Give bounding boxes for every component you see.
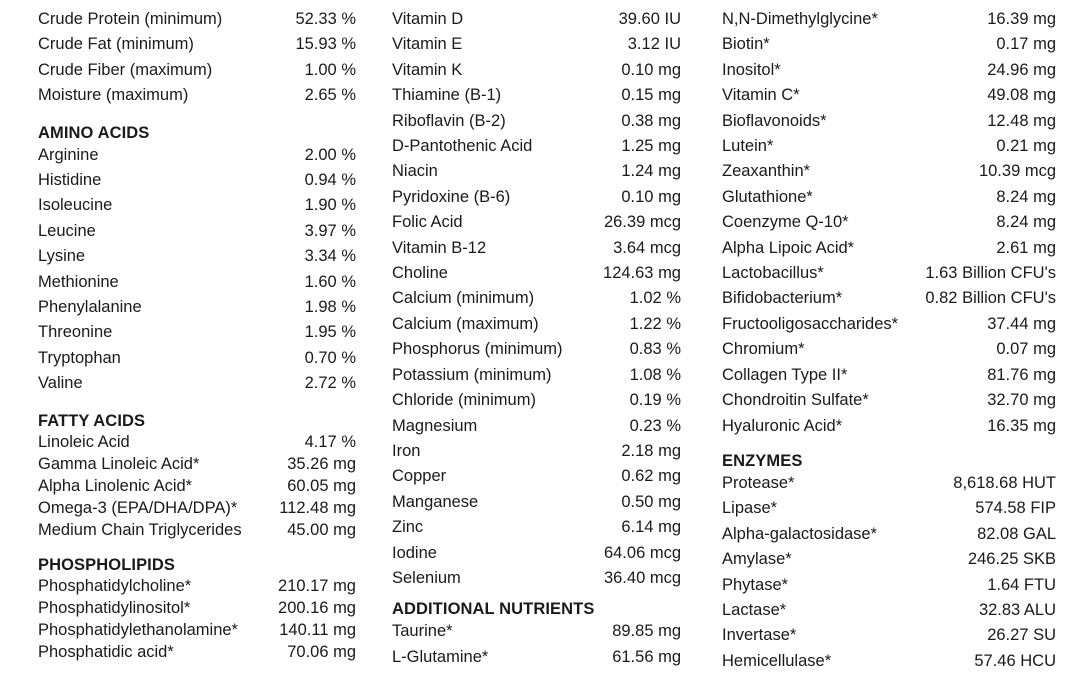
nutrient-row xyxy=(392,490,681,515)
nutrient-value: 15.93 % xyxy=(295,35,356,54)
nutrient-row xyxy=(722,623,1056,648)
nutrient-value: 6.14 mg xyxy=(621,518,681,537)
nutrient-value: 10.39 mcg xyxy=(978,162,1056,181)
nutrient-value: 140.11 mg xyxy=(279,620,356,639)
nutrient-value: 0.15 mg xyxy=(621,86,681,105)
nutrient-name: Iron xyxy=(392,441,421,460)
nutrient-name: Phenylalanine xyxy=(38,298,142,317)
supplements-list xyxy=(722,7,1056,439)
nutrient-row xyxy=(38,32,356,57)
nutrient-value: 61.56 mg xyxy=(612,647,681,666)
nutrient-value: 26.27 SU xyxy=(987,626,1056,645)
nutrient-value: 246.25 SKB xyxy=(967,550,1056,569)
nutrient-value: 0.94 % xyxy=(304,171,356,190)
nutrient-name: Zinc xyxy=(392,518,424,537)
nutrient-value: 32.83 ALU xyxy=(978,600,1056,619)
nutrient-name: Bioflavonoids* xyxy=(722,111,827,130)
nutrient-row xyxy=(392,83,681,108)
nutrient-row xyxy=(392,159,681,184)
nutrient-row xyxy=(392,439,681,464)
nutrient-value: 70.06 mg xyxy=(287,642,356,661)
nutrient-row xyxy=(722,649,1056,674)
nutrient-value: 4.17 % xyxy=(304,432,356,451)
nutrient-value: 1.64 FTU xyxy=(987,575,1056,594)
nutrient-name: N,N-Dimethylglycine* xyxy=(722,10,878,28)
phospholipids-heading: PHOSPHOLIPIDS xyxy=(38,555,175,574)
nutrient-value: 1.98 % xyxy=(304,298,356,317)
nutrient-name: Phosphatidylethanolamine* xyxy=(38,620,238,639)
nutrient-row xyxy=(722,261,1056,286)
nutrient-value: 2.72 % xyxy=(304,374,356,393)
nutrient-value: 2.61 mg xyxy=(996,238,1056,257)
nutrient-row xyxy=(392,286,681,311)
nutrient-value: 3.64 mcg xyxy=(613,238,681,257)
nutrient-row xyxy=(392,566,681,591)
nutrient-name: Leucine xyxy=(38,221,96,240)
nutrient-row xyxy=(392,619,681,644)
nutrient-name: D-Pantothenic Acid xyxy=(392,137,533,156)
nutrient-name: Phosphatidylcholine* xyxy=(38,576,192,595)
enzymes-list xyxy=(722,471,1056,674)
nutrient-value: 0.19 % xyxy=(629,391,681,410)
nutrient-name: Vitamin C* xyxy=(722,86,800,105)
nutrient-value: 16.35 mg xyxy=(987,416,1056,435)
nutrient-row xyxy=(38,597,356,619)
nutrient-name: Biotin* xyxy=(722,35,770,54)
nutrient-value: 1.08 % xyxy=(629,365,681,384)
nutrient-row xyxy=(392,515,681,540)
nutrient-value: 2.18 mg xyxy=(621,441,681,460)
nutrient-name: Chromium* xyxy=(722,340,805,359)
nutrient-value: 0.10 mg xyxy=(621,60,681,79)
nutrient-name: Selenium xyxy=(392,568,461,587)
nutrient-row xyxy=(722,109,1056,134)
nutrient-value: 39.60 IU xyxy=(618,10,681,28)
nutrient-value: 124.63 mg xyxy=(603,264,681,283)
nutrient-name: Chondroitin Sulfate* xyxy=(722,391,869,410)
nutrient-value: 81.76 mg xyxy=(987,365,1056,384)
nutrient-name: Tryptophan xyxy=(38,348,121,367)
column-1 xyxy=(38,7,356,663)
nutrient-row xyxy=(392,645,681,670)
nutrient-row xyxy=(722,134,1056,159)
nutrient-value: 37.44 mg xyxy=(987,314,1056,333)
nutrient-name: Gamma Linoleic Acid* xyxy=(38,454,200,473)
nutrient-row xyxy=(722,471,1056,496)
additional-nutrients-list xyxy=(392,619,681,670)
nutrient-value: 3.34 % xyxy=(304,247,356,266)
nutrient-value: 1.25 mg xyxy=(621,137,681,156)
nutrient-name: Calcium (maximum) xyxy=(392,314,539,333)
nutrient-value: 1.24 mg xyxy=(621,162,681,181)
nutrient-row xyxy=(38,475,356,497)
nutrient-row xyxy=(38,58,356,83)
nutrient-row xyxy=(38,143,356,168)
column-2 xyxy=(392,7,681,670)
nutrient-row xyxy=(392,414,681,439)
nutrient-name: Alpha Lipoic Acid* xyxy=(722,238,855,257)
nutrient-row xyxy=(722,7,1056,32)
nutrient-row xyxy=(392,312,681,337)
nutrient-value: 0.17 mg xyxy=(996,35,1056,54)
nutrient-name: Copper xyxy=(392,467,447,486)
guaranteed-analysis-list xyxy=(38,7,356,109)
nutrient-name: Isoleucine xyxy=(38,196,113,215)
nutrient-row xyxy=(392,363,681,388)
enzymes-heading: ENZYMES xyxy=(722,451,803,470)
amino-acids-list xyxy=(38,143,356,397)
fatty-acids-list xyxy=(38,431,356,541)
nutrient-name: Histidine xyxy=(38,171,102,190)
nutrient-value: 36.40 mcg xyxy=(603,568,681,587)
nutrient-name: Lysine xyxy=(38,247,86,266)
nutrient-row xyxy=(392,464,681,489)
nutrient-name: Phytase* xyxy=(722,575,789,594)
vitamins-minerals-list xyxy=(392,7,681,591)
nutrient-name: Arginine xyxy=(38,145,99,164)
nutrient-value: 1.95 % xyxy=(304,323,356,342)
nutrient-value: 24.96 mg xyxy=(987,60,1056,79)
nutrient-row xyxy=(38,346,356,371)
nutrient-name: Calcium (minimum) xyxy=(392,289,535,308)
nutrient-value: 0.82 Billion CFU's xyxy=(925,289,1056,308)
nutrient-name: Lipase* xyxy=(722,499,778,518)
nutrient-row xyxy=(38,641,356,663)
nutrient-value: 0.83 % xyxy=(629,340,681,359)
nutrient-name: Riboflavin (B-2) xyxy=(392,111,506,130)
nutrient-name: Omega-3 (EPA/DHA/DPA)* xyxy=(38,498,238,517)
nutrient-row xyxy=(722,414,1056,439)
nutrient-name: Crude Fiber (maximum) xyxy=(38,60,213,79)
nutrient-name: Protease* xyxy=(722,473,795,492)
nutrient-value: 60.05 mg xyxy=(287,476,356,495)
nutrient-row xyxy=(38,193,356,218)
nutrient-row xyxy=(392,236,681,261)
nutrient-name: Alpha Linolenic Acid* xyxy=(38,476,193,495)
column-3 xyxy=(722,7,1056,674)
nutrient-name: Crude Fat (minimum) xyxy=(38,35,194,54)
nutrient-row xyxy=(722,547,1056,572)
nutrient-name: Chloride (minimum) xyxy=(392,391,536,410)
nutrient-row xyxy=(38,619,356,641)
nutrient-row xyxy=(392,210,681,235)
nutrient-value: 1.22 % xyxy=(629,314,681,333)
nutrient-row xyxy=(392,32,681,57)
nutrient-name: Vitamin K xyxy=(392,60,463,79)
nutrient-row xyxy=(392,261,681,286)
nutrient-name: Amylase* xyxy=(722,550,792,569)
nutrient-row xyxy=(392,185,681,210)
nutrient-value: 26.39 mcg xyxy=(603,213,681,232)
nutrient-value: 200.16 mg xyxy=(278,598,356,617)
nutrient-row xyxy=(38,83,356,108)
nutrient-name: Niacin xyxy=(392,162,438,181)
nutrient-row xyxy=(392,7,681,32)
nutrient-value: 3.97 % xyxy=(304,221,356,240)
nutrient-value: 0.50 mg xyxy=(621,492,681,511)
nutrient-row xyxy=(38,7,356,32)
nutrient-value: 8,618.68 HUT xyxy=(953,473,1056,492)
nutrient-row xyxy=(38,453,356,475)
nutrient-name: Lutein* xyxy=(722,137,774,156)
nutrient-name: Inositol* xyxy=(722,60,781,79)
nutrient-name: Valine xyxy=(38,374,83,393)
nutrient-value: 0.07 mg xyxy=(996,340,1056,359)
nutrient-name: Thiamine (B-1) xyxy=(392,86,502,105)
nutrient-value: 82.08 GAL xyxy=(977,524,1056,543)
nutrient-name: Lactase* xyxy=(722,600,787,619)
nutrient-value: 8.24 mg xyxy=(996,213,1056,232)
nutrient-name: Methionine xyxy=(38,272,119,291)
nutrient-row xyxy=(38,497,356,519)
nutrient-name: Phosphatidylinositol* xyxy=(38,598,191,617)
nutrient-row xyxy=(38,219,356,244)
nutrient-name: Folic Acid xyxy=(392,213,463,232)
nutrient-row xyxy=(722,388,1056,413)
nutrient-row xyxy=(38,320,356,345)
nutrient-row xyxy=(38,295,356,320)
additional-nutrients-heading: ADDITIONAL NUTRIENTS xyxy=(392,600,595,619)
nutrient-name: Invertase* xyxy=(722,626,797,645)
nutrient-value: 0.10 mg xyxy=(621,187,681,206)
nutrient-name: Phosphorus (minimum) xyxy=(392,340,563,359)
nutrient-name: Choline xyxy=(392,264,448,283)
nutrient-row xyxy=(722,58,1056,83)
nutrient-row xyxy=(722,185,1056,210)
nutrient-name: Bifidobacterium* xyxy=(722,289,843,308)
nutrient-row xyxy=(722,337,1056,362)
nutrient-row xyxy=(38,371,356,396)
nutrient-name: Collagen Type II* xyxy=(722,365,848,384)
nutrient-row xyxy=(722,496,1056,521)
nutrient-value: 8.24 mg xyxy=(996,187,1056,206)
nutrient-name: Magnesium xyxy=(392,416,478,435)
nutrient-row xyxy=(722,312,1056,337)
nutrient-row xyxy=(38,270,356,295)
nutrient-value: 0.38 mg xyxy=(621,111,681,130)
nutrient-row xyxy=(392,337,681,362)
nutrient-value: 45.00 mg xyxy=(287,520,356,539)
nutrient-row xyxy=(722,83,1056,108)
nutrient-row xyxy=(38,168,356,193)
nutrient-row xyxy=(392,109,681,134)
nutrient-value: 1.00 % xyxy=(304,60,356,79)
nutrient-name: Coenzyme Q-10* xyxy=(722,213,849,232)
nutrient-row xyxy=(38,519,356,541)
nutrient-name: Threonine xyxy=(38,323,113,342)
nutrient-name: Iodine xyxy=(392,543,437,562)
nutrient-row xyxy=(722,159,1056,184)
nutrient-value: 574.58 FIP xyxy=(975,499,1056,518)
nutrient-row xyxy=(38,431,356,453)
nutrient-name: Moisture (maximum) xyxy=(38,86,189,105)
nutrient-name: Alpha-galactosidase* xyxy=(722,524,878,543)
nutrient-value: 0.21 mg xyxy=(996,137,1056,156)
nutrient-row xyxy=(722,598,1056,623)
nutrient-name: Vitamin E xyxy=(392,35,463,54)
nutrient-value: 1.60 % xyxy=(304,272,356,291)
fatty-acids-heading: FATTY ACIDS xyxy=(38,411,146,430)
nutrient-name: Hemicellulase* xyxy=(722,651,832,670)
nutrient-value: 57.46 HCU xyxy=(974,651,1056,670)
nutrient-row xyxy=(722,236,1056,261)
nutrient-row xyxy=(722,573,1056,598)
nutrient-name: Manganese xyxy=(392,492,479,511)
nutrient-name: L-Glutamine* xyxy=(392,647,489,666)
nutrient-row xyxy=(722,210,1056,235)
nutrient-row xyxy=(392,134,681,159)
nutrient-value: 0.23 % xyxy=(629,416,681,435)
nutrient-value: 32.70 mg xyxy=(987,391,1056,410)
nutrient-value: 3.12 IU xyxy=(627,35,681,54)
nutrient-value: 12.48 mg xyxy=(987,111,1056,130)
nutrient-value: 1.90 % xyxy=(304,196,356,215)
nutrient-row xyxy=(392,388,681,413)
nutrient-value: 112.48 mg xyxy=(279,498,356,517)
nutrient-row xyxy=(722,32,1056,57)
amino-acids-heading: AMINO ACIDS xyxy=(38,123,150,142)
nutrient-value: 0.70 % xyxy=(304,348,356,367)
nutrient-value: 210.17 mg xyxy=(278,576,356,595)
nutrient-value: 1.63 Billion CFU's xyxy=(925,264,1056,283)
nutrient-value: 2.00 % xyxy=(304,145,356,164)
nutrient-value: 0.62 mg xyxy=(621,467,681,486)
nutrient-name: Crude Protein (minimum) xyxy=(38,10,223,28)
nutrient-value: 16.39 mg xyxy=(987,10,1056,28)
nutrient-name: Potassium (minimum) xyxy=(392,365,552,384)
nutrient-row xyxy=(392,58,681,83)
nutrient-row xyxy=(38,575,356,597)
nutrient-row xyxy=(722,363,1056,388)
nutrient-name: Glutathione* xyxy=(722,187,813,206)
nutrient-name: Hyaluronic Acid* xyxy=(722,416,843,435)
nutrient-name: Vitamin B-12 xyxy=(392,238,487,257)
nutrient-name: Zeaxanthin* xyxy=(722,162,811,181)
nutrient-name: Phosphatidic acid* xyxy=(38,642,174,661)
nutrient-name: Linoleic Acid xyxy=(38,432,130,451)
nutrient-name: Fructooligosaccharides* xyxy=(722,314,899,333)
nutrient-name: Vitamin D xyxy=(392,10,464,28)
nutrient-value: 49.08 mg xyxy=(987,86,1056,105)
nutrient-row xyxy=(38,244,356,269)
nutrient-row xyxy=(392,541,681,566)
nutrient-value: 1.02 % xyxy=(629,289,681,308)
phospholipids-list xyxy=(38,575,356,663)
nutrient-value: 64.06 mcg xyxy=(603,543,681,562)
nutrient-name: Lactobacillus* xyxy=(722,264,824,283)
nutrient-value: 52.33 % xyxy=(295,10,356,28)
nutrient-row xyxy=(722,286,1056,311)
nutrient-name: Medium Chain Triglycerides xyxy=(38,520,242,539)
nutrient-value: 89.85 mg xyxy=(612,622,681,641)
nutrient-value: 2.65 % xyxy=(304,86,356,105)
nutrient-name: Pyridoxine (B-6) xyxy=(392,187,511,206)
nutrient-name: Taurine* xyxy=(392,622,453,641)
nutrient-value: 35.26 mg xyxy=(287,454,356,473)
nutrient-row xyxy=(722,522,1056,547)
